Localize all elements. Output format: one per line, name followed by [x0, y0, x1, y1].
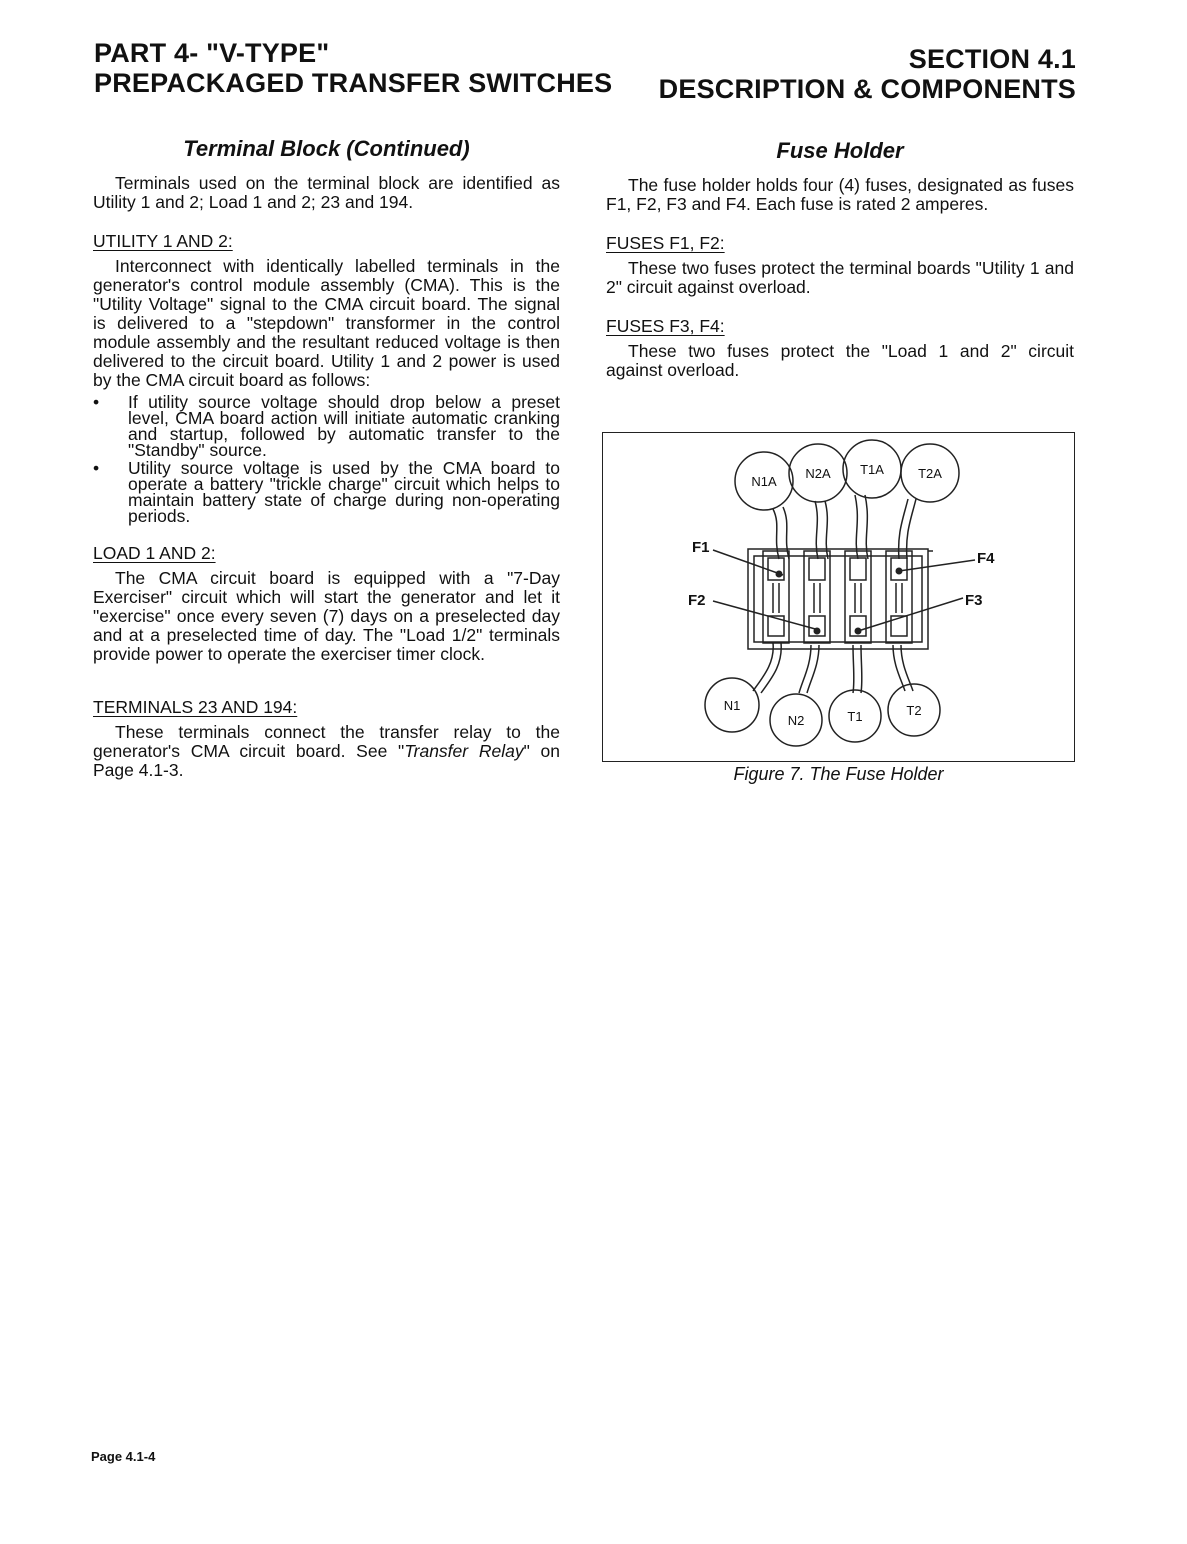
fuse-holder-figure	[602, 432, 1075, 762]
label-t1a: T1A	[860, 462, 884, 477]
fuse-holder-intro: The fuse holder holds four (4) fuses, designated as fuses F1, F2, F3 and F4. Each fuse is rated 2 amperes.	[606, 175, 1074, 214]
label-f2: F2	[688, 592, 706, 609]
header-left	[94, 38, 612, 98]
terminals-text	[93, 723, 560, 780]
label-n1a: N1A	[751, 474, 777, 489]
terminals-text-b: " on Page 4.1-3.	[93, 741, 560, 780]
bullet-item: • Utility source voltage is used by the CMA board to operate a battery "trickle charge" circuit which helps to maintain battery state of charge during non-operating periods.	[93, 460, 560, 524]
fuses-f3-f4-heading: FUSES F3, F4:	[606, 316, 725, 336]
fuse-f1	[763, 551, 789, 643]
figure-caption: Figure 7. The Fuse Holder	[733, 764, 944, 784]
label-f3: F3	[965, 592, 983, 609]
fuses-f1-f2-text: These two fuses protect the terminal boards "Utility 1 and 2" circuit against overload.	[606, 258, 1074, 297]
utility-text: Interconnect with identically labelled terminals in the generator's control module assembly (CMA). This is the "Utility Voltage" signal to the CMA circuit board. The signal is delivered to a "stepdown" transformer in the control module assembly and the resultant reduced voltage is then delivered to the circuit board. Utility 1 and 2 power is used by the CMA circuit board as follows:	[93, 256, 560, 390]
bullet-item: • If utility source voltage should drop below a preset level, CMA board action will initiate automatic cranking and startup, followed by automatic transfer to the "Standby" source.	[93, 394, 560, 458]
header-right	[659, 44, 1076, 104]
section-title: DESCRIPTION & COMPONENTS	[658, 74, 1076, 104]
right-column	[606, 138, 1074, 380]
label-t2: T2	[906, 703, 922, 718]
label-n2: N2	[787, 713, 805, 728]
fuses-f3-f4-text: These two fuses protect the "Load 1 and 2" circuit against overload.	[606, 341, 1074, 380]
fuse-holder-diagram	[603, 433, 1073, 760]
label-n2a: N2A	[805, 466, 831, 481]
load-heading: LOAD 1 AND 2:	[93, 543, 216, 563]
page-number: Page 4.1-4	[91, 1449, 156, 1464]
fuse-block-frame	[748, 549, 928, 649]
transfer-relay-reference: Transfer Relay	[404, 741, 524, 761]
fuses-f1-f2-heading: FUSES F1, F2:	[606, 233, 725, 253]
label-f1: F1	[692, 539, 710, 556]
section-number: SECTION 4.1	[908, 44, 1076, 74]
left-column	[93, 136, 560, 780]
label-n1: N1	[723, 698, 741, 713]
terminal-block-intro: Terminals used on the terminal block are identified as Utility 1 and 2; Load 1 and 2; 23 and 194.	[93, 173, 560, 212]
load-text: The CMA circuit board is equipped with a "7-Day Exerciser" circuit which will start the generator and let it "exercise" once every seven (7) days on a preselected day and at a preselected time of day. The "Load 1/2" terminals provide power to operate the exerciser timer clock.	[93, 568, 560, 664]
utility-heading: UTILITY 1 AND 2:	[93, 231, 233, 251]
label-t2a: T2A	[918, 466, 942, 481]
label-t1: T1	[847, 709, 863, 724]
fuse-holder-title: Fuse Holder	[776, 138, 904, 163]
part-subtitle: PREPACKAGED TRANSFER SWITCHES	[94, 68, 613, 98]
part-title: PART 4- "V-TYPE"	[94, 38, 330, 68]
utility-bullets	[93, 394, 560, 524]
terminals-text-a: These terminals connect the transfer relay to the generator's CMA circuit board. See "	[93, 722, 560, 761]
label-f4: F4	[977, 550, 995, 567]
terminals-heading: TERMINALS 23 AND 194:	[93, 697, 298, 717]
terminal-block-title: Terminal Block (Continued)	[183, 136, 470, 161]
